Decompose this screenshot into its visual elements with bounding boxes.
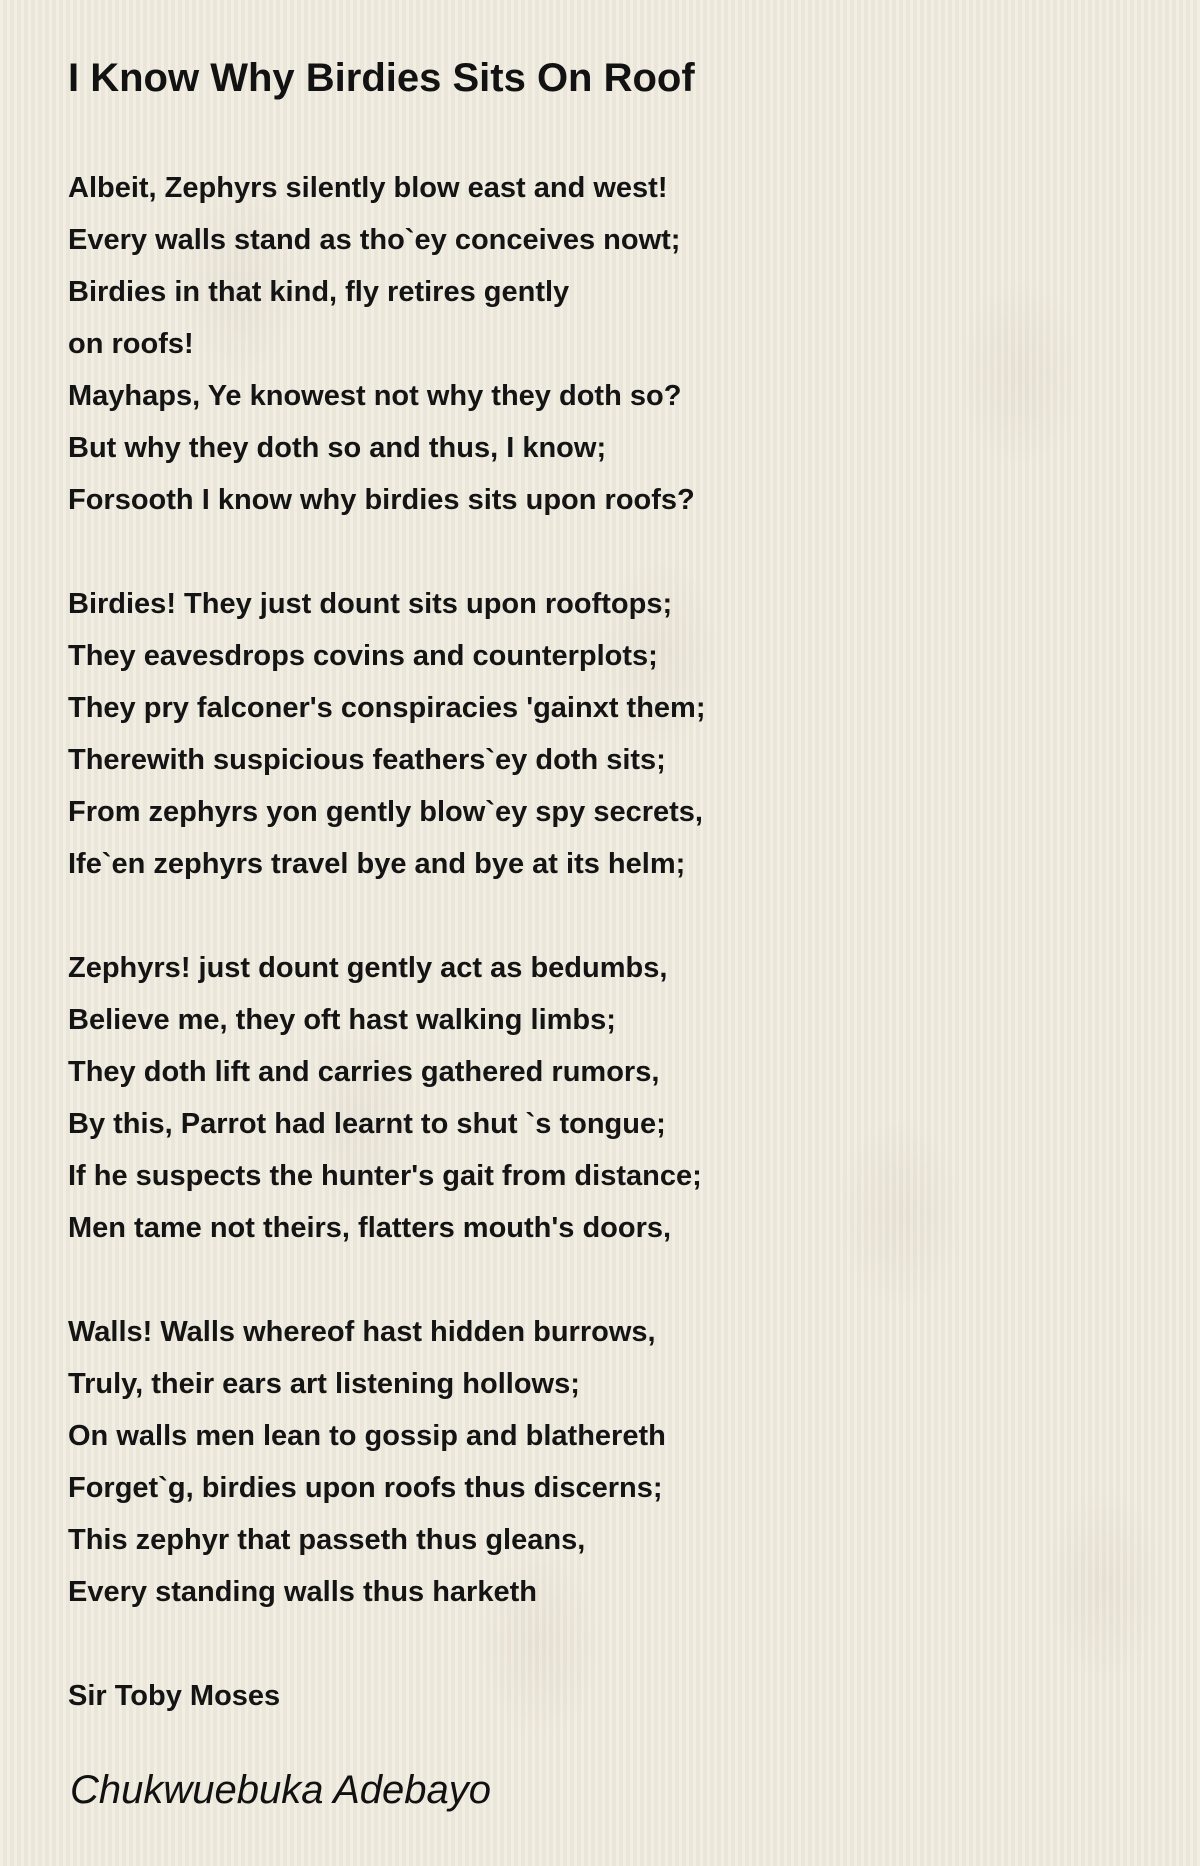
poem-line: This zephyr that passeth thus gleans,	[68, 1524, 586, 1556]
poem-line: They doth lift and carries gathered rumors,	[68, 1056, 660, 1088]
poem-line: Ife`en zephyrs travel bye and bye at its helm;	[68, 848, 686, 880]
poem-line: Believe me, they oft hast walking limbs;	[68, 1004, 616, 1036]
poem-line: Birdies! They just dount sits upon rooftops;	[68, 588, 673, 620]
poem-line: Birdies in that kind, fly retires gently	[68, 276, 570, 308]
stanza-4	[68, 1306, 1148, 1618]
poem-line: If he suspects the hunter's gait from distance;	[68, 1160, 702, 1192]
stanza-2	[68, 578, 1148, 890]
poem-author: Sir Toby Moses	[68, 1680, 281, 1712]
poem-line: Walls! Walls whereof hast hidden burrows,	[68, 1316, 656, 1348]
poem-line: On walls men lean to gossip and blathereth	[68, 1420, 666, 1452]
stanza-1	[68, 162, 1148, 526]
poem-line: But why they doth so and thus, I know;	[68, 432, 607, 464]
poem-line: They eavesdrops covins and counterplots;	[68, 640, 658, 672]
poem-line: From zephyrs yon gently blow`ey spy secrets,	[68, 796, 703, 828]
poem-line: By this, Parrot had learnt to shut `s tongue;	[68, 1108, 666, 1140]
poem-line: Every standing walls thus harketh	[68, 1576, 537, 1608]
poem-line: Forget`g, birdies upon roofs thus discerns;	[68, 1472, 663, 1504]
poem-line: Every walls stand as tho`ey conceives nowt;	[68, 224, 681, 256]
poem-line: Truly, their ears art listening hollows;	[68, 1368, 580, 1400]
poem-page	[68, 48, 1148, 1722]
poem-line: on roofs!	[68, 328, 194, 360]
stanza-3	[68, 942, 1148, 1254]
poem-title: I Know Why Birdies Sits On Roof	[68, 56, 695, 100]
signature: Chukwuebuka Adebayo	[70, 1768, 492, 1812]
poem-line: Mayhaps, Ye knowest not why they doth so?	[68, 380, 682, 412]
poem-line: Albeit, Zephyrs silently blow east and west!	[68, 172, 668, 204]
poem-line: They pry falconer's conspiracies 'gainxt them;	[68, 692, 706, 724]
poem-line: Therewith suspicious feathers`ey doth sits;	[68, 744, 666, 776]
poem-line: Forsooth I know why birdies sits upon roofs?	[68, 484, 695, 516]
poem-line: Men tame not theirs, flatters mouth's doors,	[68, 1212, 672, 1244]
poem-line: Zephyrs! just dount gently act as bedumbs,	[68, 952, 668, 984]
